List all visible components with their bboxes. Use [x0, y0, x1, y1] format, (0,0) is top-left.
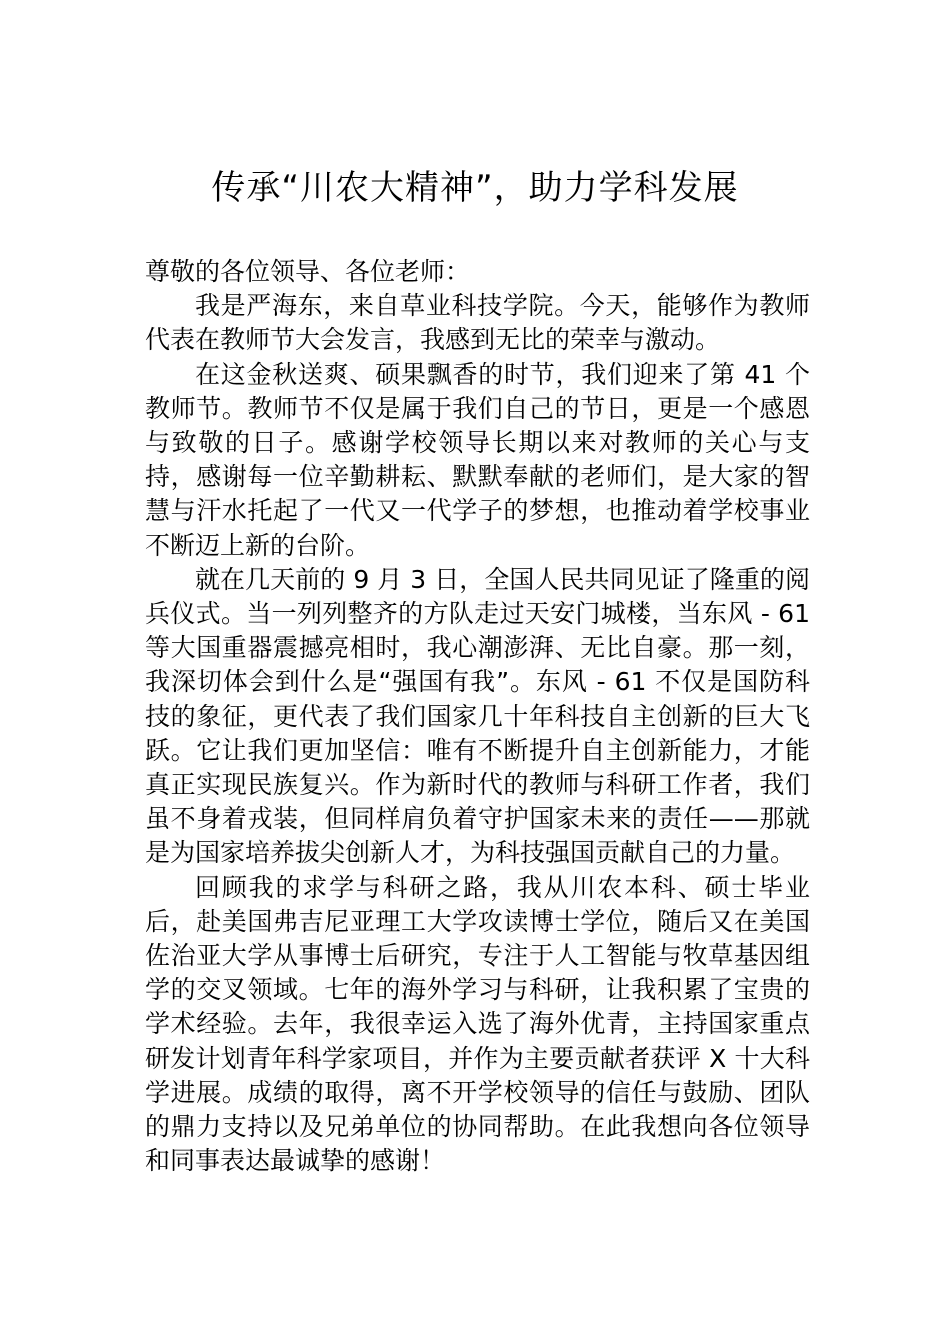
paragraph-military-parade: 就在几天前的 9 月 3 日，全国人民共同见证了隆重的阅兵仪式。当一列列整齐的方队走过天安门城楼，当东风 - 61 等大国重器震撼亮相时，我心潮澎湃、无比自豪。那一刻，我深切体会到什么是“强国有我”。东风 - 61 不仅是国防科技的象征，更代表了我们国家几十年科技自主创新的巨大飞跃。它让我们更加坚信：唯有不断提升自主创新能力，才能真正实现民族复兴。作为新时代的教师与科研工作者，我们虽不身着戎装，但同样肩负着守护国家未来的责任——那就是为国家培养拔尖创新人才，为科技强国贡献自己的力量。 — [145, 564, 810, 868]
page-title: 传承“川农大精神”，助力学科发展 — [211, 168, 739, 208]
paragraph-teachers-day: 在这金秋送爽、硕果飘香的时节，我们迎来了第 41 个教师节。教师节不仅是属于我们自己的节日，更是一个感恩与致敬的日子。感谢学校领导长期以来对教师的关心与支持，感谢每一位辛勤耕耘、默默奉献的老师们，是大家的智慧与汗水托起了一代又一代学子的梦想，也推动着学校事业不断迈上新的台阶。 — [145, 359, 810, 560]
speech-body — [145, 255, 810, 1178]
paragraph-introduction: 我是严海东，来自草业科技学院。今天，能够作为教师代表在教师节大会发言，我感到无比的荣幸与激动。 — [145, 291, 810, 355]
paragraph-research-journey: 回顾我的求学与科研之路，我从川农本科、硕士毕业后，赴美国弗吉尼亚理工大学攻读博士学位，随后又在美国佐治亚大学从事博士后研究，专注于人工智能与牧草基因组学的交叉领域。七年的海外学习与科研，让我积累了宝贵的学术经验。去年，我很幸运入选了海外优青，主持国家重点研发计划青年科学家项目，并作为主要贡献者获评 X 十大科学进展。成绩的取得，离不开学校领导的信任与鼓励、团队的鼎力支持以及兄弟单位的协同帮助。在此我想向各位领导和同事表达最诚挚的感谢！ — [145, 872, 810, 1176]
salutation: 尊敬的各位领导、各位老师： — [145, 257, 471, 286]
